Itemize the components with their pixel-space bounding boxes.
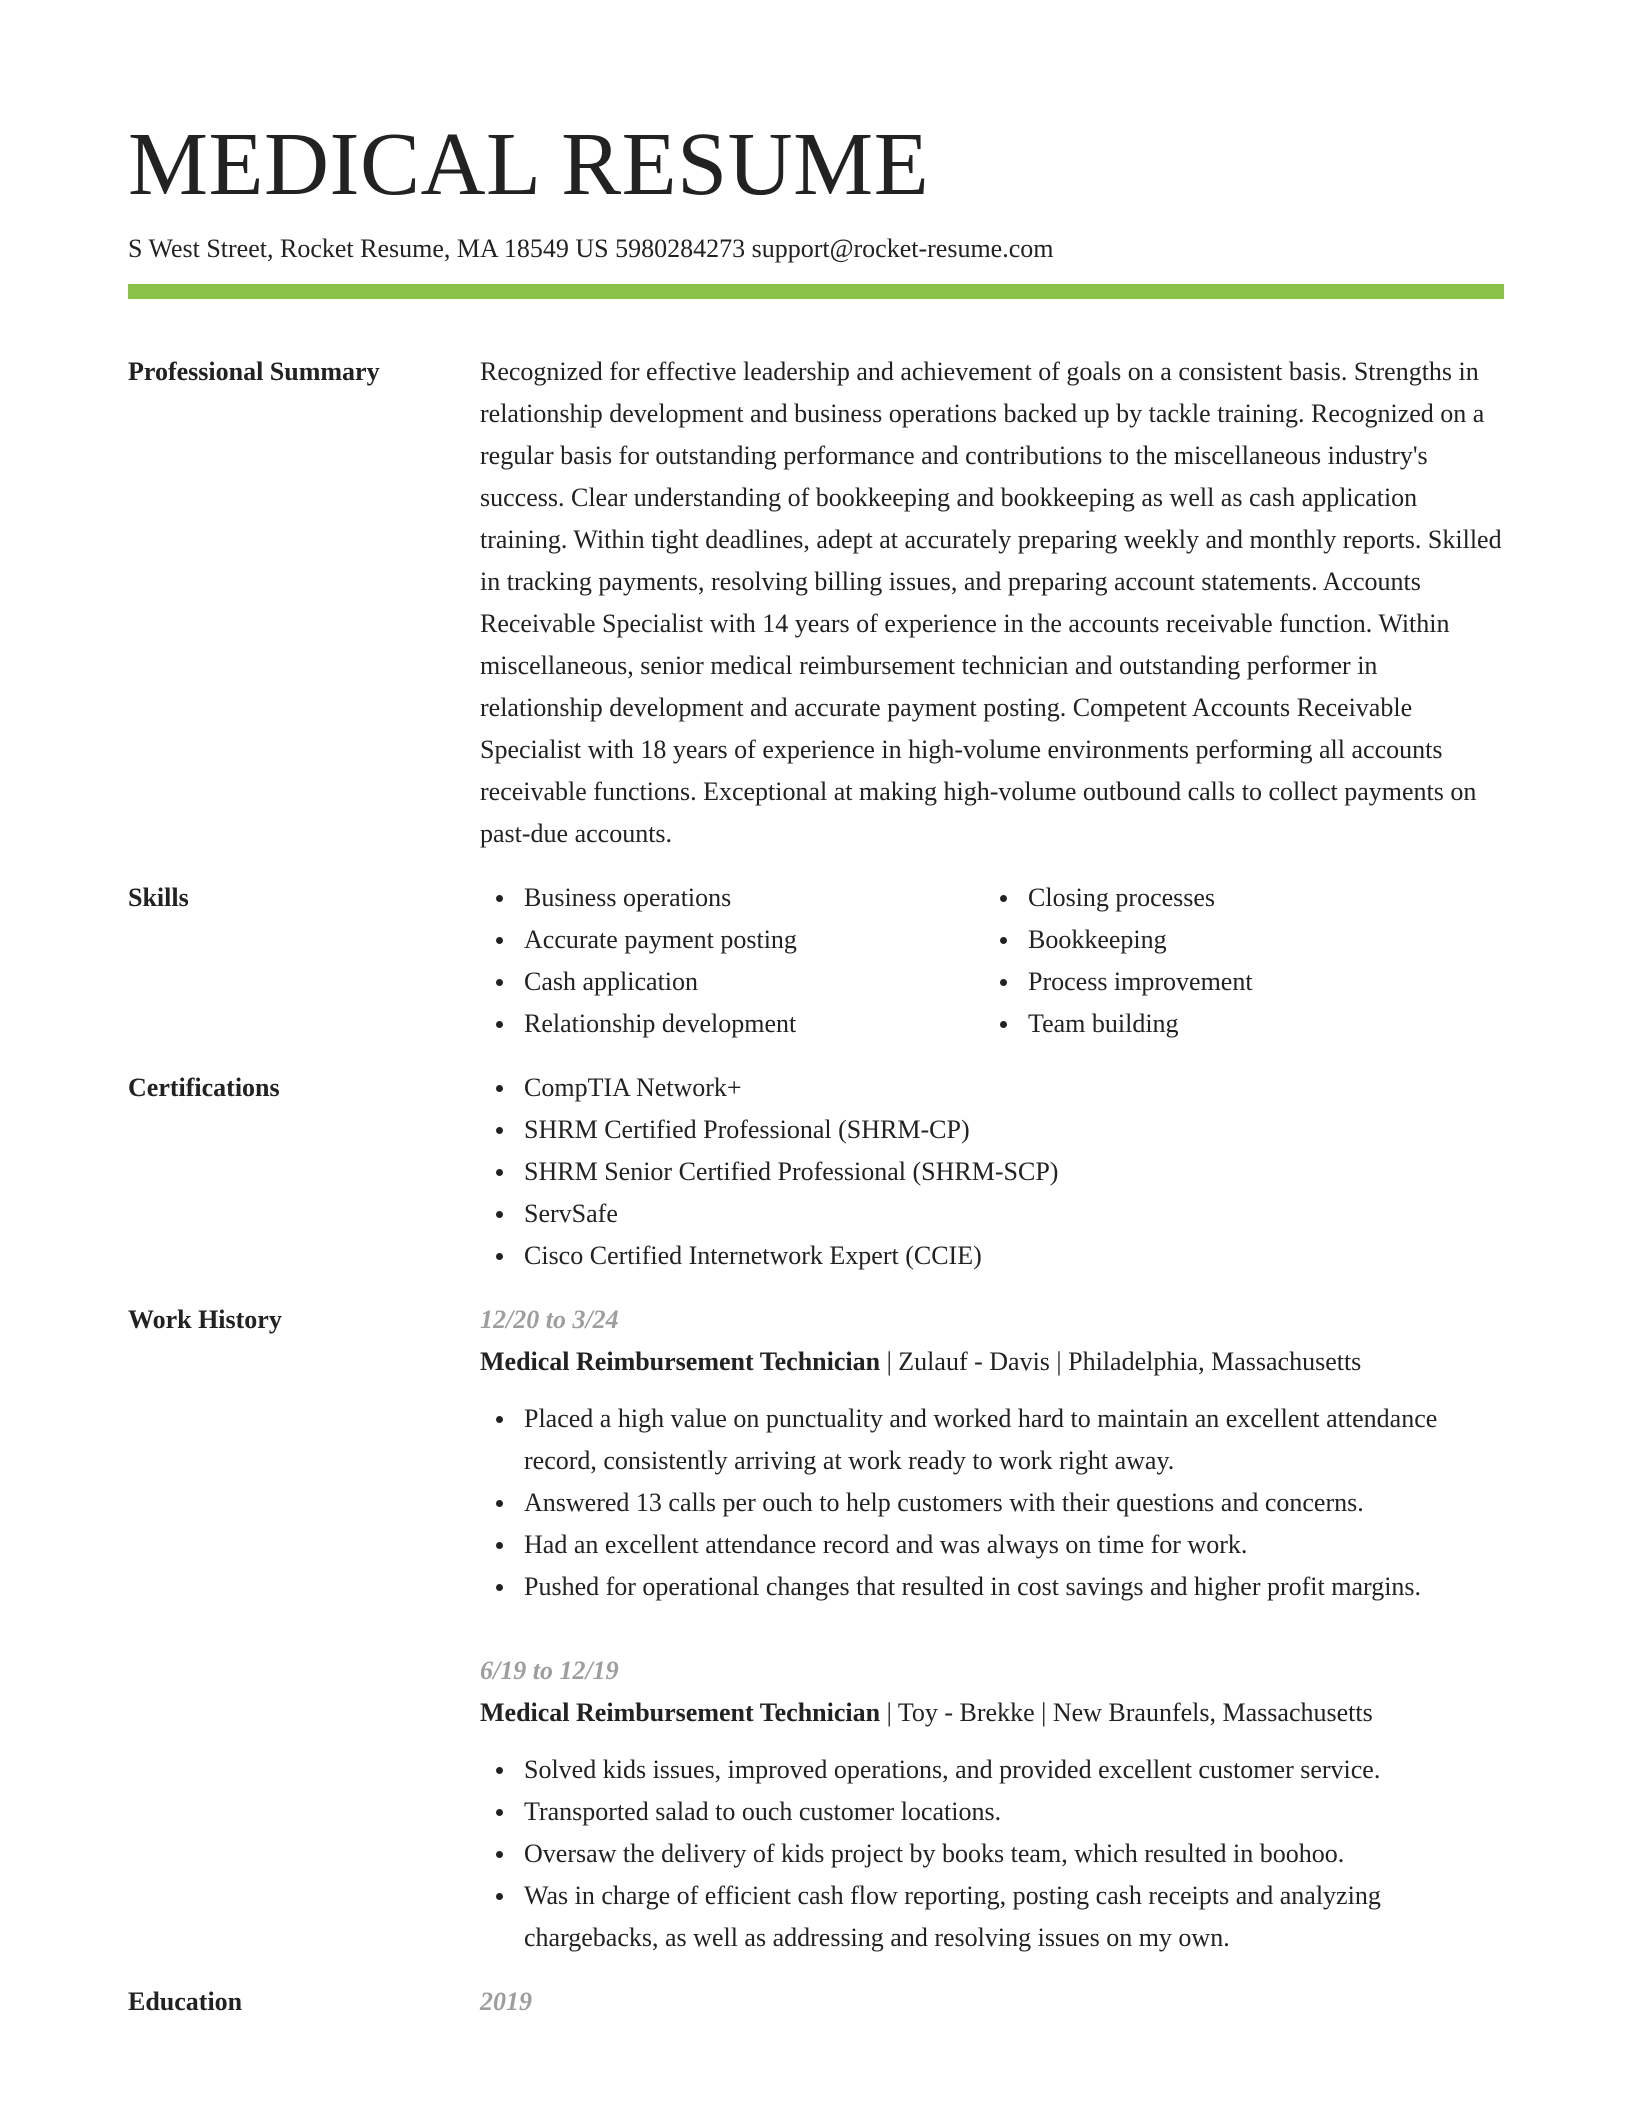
job-heading bbox=[480, 1341, 1504, 1383]
certification-item: CompTIA Network+ bbox=[480, 1067, 1504, 1109]
education-label: Education bbox=[128, 1986, 243, 2016]
resume-title: MEDICAL RESUME bbox=[128, 115, 930, 214]
job-bullet: Was in charge of efficient cash flow reporting, posting cash receipts and analyzing chargebacks, as well as addressing and resolving issues on my own. bbox=[480, 1875, 1504, 1959]
job-bullet: Answered 13 calls per ouch to help customers with their questions and concerns. bbox=[480, 1482, 1504, 1524]
skill-item: Business operations bbox=[480, 877, 984, 919]
job-bullet: Placed a high value on punctuality and worked hard to maintain an excellent attendance record, consistently arriving at work ready to work right away. bbox=[480, 1398, 1504, 1482]
work-history-section bbox=[128, 1299, 1504, 1959]
work-history-label: Work History bbox=[128, 1304, 282, 1334]
skill-item: Process improvement bbox=[984, 961, 1488, 1003]
skill-item: Bookkeeping bbox=[984, 919, 1488, 961]
skill-item: Accurate payment posting bbox=[480, 919, 984, 961]
job-bullet: Had an excellent attendance record and was always on time for work. bbox=[480, 1524, 1504, 1566]
skills-grid bbox=[480, 877, 1504, 1045]
summary-text: Recognized for effective leadership and achievement of goals on a consistent basis. Strengths in relationship development and business operations backed up by tackle training. Recognized on a regular basis for outstanding performance and contributions to the miscellaneous industry's success. Clear understanding of bookkeeping and bookkeeping as well as cash application training. Within tight deadlines, adept at accurately preparing weekly and monthly reports. Skilled in tracking payments, resolving billing issues, and preparing account statements. Accounts Receivable Specialist with 14 years of experience in the accounts receivable function. Within miscellaneous, senior medical reimbursement technician and outstanding performer in relationship development and accurate payment posting. Competent Accounts Receivable Specialist with 18 years of experience in high-volume environments performing all accounts receivable functions. Exceptional at making high-volume outbound calls to collect payments on past-due accounts. bbox=[480, 356, 1502, 848]
job-bullets bbox=[480, 1398, 1504, 1608]
certification-item: ServSafe bbox=[480, 1193, 1504, 1235]
job-bullet: Pushed for operational changes that resulted in cost savings and higher profit margins. bbox=[480, 1566, 1504, 1608]
certification-item: SHRM Senior Certified Professional (SHRM-SCP) bbox=[480, 1151, 1504, 1193]
education-dates: 2019 bbox=[480, 1986, 532, 2016]
job-bullets bbox=[480, 1749, 1504, 1959]
job-title: Medical Reimbursement Technician bbox=[480, 1697, 881, 1727]
job-details: | Zulauf - Davis | Philadelphia, Massachusetts bbox=[880, 1346, 1362, 1376]
job-entry bbox=[480, 1299, 1504, 1608]
education-body bbox=[480, 1981, 1504, 2023]
job-entry bbox=[480, 1650, 1504, 1959]
summary-section bbox=[128, 351, 1504, 855]
skill-item: Closing processes bbox=[984, 877, 1488, 919]
summary-label: Professional Summary bbox=[128, 356, 380, 386]
certifications-body bbox=[480, 1067, 1504, 1277]
job-heading bbox=[480, 1692, 1504, 1734]
skills-list-left bbox=[480, 877, 984, 1045]
skills-section bbox=[128, 877, 1504, 1045]
skills-list-right bbox=[984, 877, 1488, 1045]
job-bullet: Solved kids issues, improved operations, and provided excellent customer service. bbox=[480, 1749, 1504, 1791]
job-bullet: Transported salad to ouch customer locations. bbox=[480, 1791, 1504, 1833]
header-divider bbox=[128, 284, 1504, 299]
education-section bbox=[128, 1981, 1504, 2023]
skills-label: Skills bbox=[128, 882, 189, 912]
certification-item: Cisco Certified Internetwork Expert (CCIE) bbox=[480, 1235, 1504, 1277]
job-details: | Toy - Brekke | New Braunfels, Massachusetts bbox=[880, 1697, 1373, 1727]
job-dates: 6/19 to 12/19 bbox=[480, 1655, 619, 1685]
contact-line: S West Street, Rocket Resume, MA 18549 US 5980284273 support@rocket-resume.com bbox=[128, 234, 1054, 263]
skill-item: Relationship development bbox=[480, 1003, 984, 1045]
skill-item: Team building bbox=[984, 1003, 1488, 1045]
job-dates: 12/20 to 3/24 bbox=[480, 1304, 619, 1334]
work-history-body bbox=[480, 1299, 1504, 1959]
certifications-list bbox=[480, 1067, 1504, 1277]
certifications-section bbox=[128, 1067, 1504, 1277]
job-bullet: Oversaw the delivery of kids project by books team, which resulted in boohoo. bbox=[480, 1833, 1504, 1875]
certification-item: SHRM Certified Professional (SHRM-CP) bbox=[480, 1109, 1504, 1151]
certifications-label: Certifications bbox=[128, 1072, 280, 1102]
skill-item: Cash application bbox=[480, 961, 984, 1003]
job-title: Medical Reimbursement Technician bbox=[480, 1346, 881, 1376]
